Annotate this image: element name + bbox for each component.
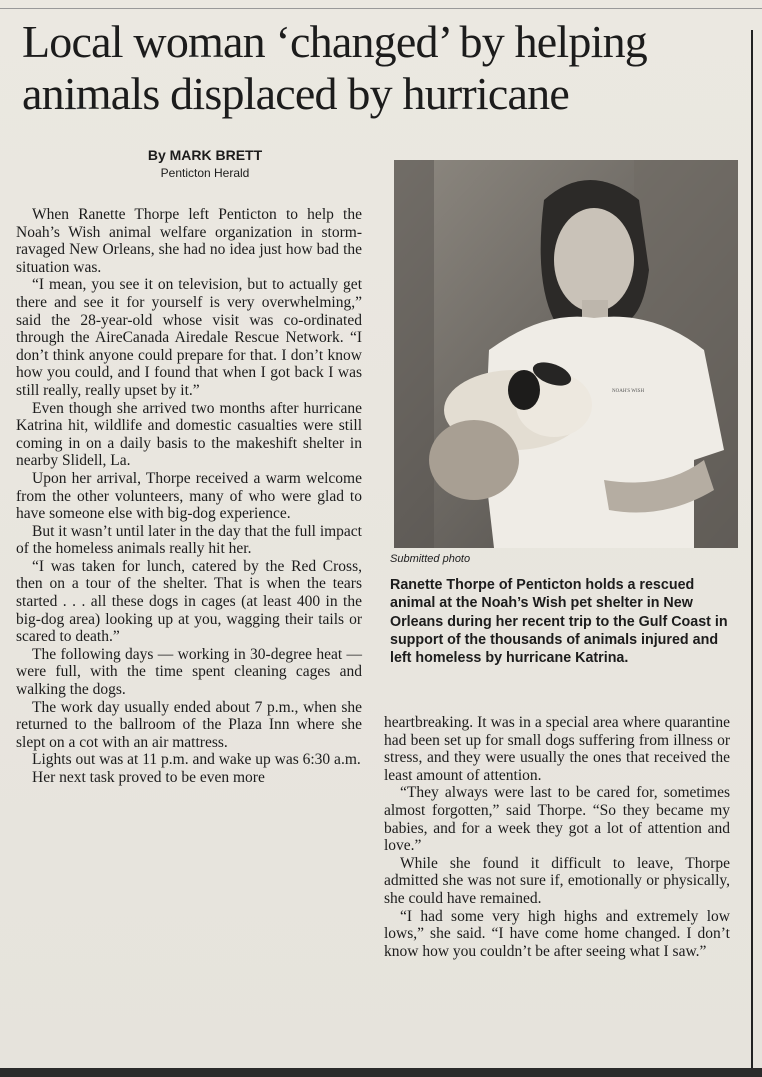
paragraph: “They always were last to be cared for, sometimes almost forgotten,” said Thorpe. “So they became my babies, and for a week they got a lot of attention and love.” [384, 784, 730, 855]
paragraph: Even though she arrived two months after hurricane Katrina hit, wildlife and domestic casualties were still coming in on a daily basis to the makeshift shelter in nearby Slidell, La. [16, 399, 362, 470]
photo-woman-holding-dog [394, 160, 738, 548]
paragraph: But it wasn’t until later in the day that the full impact of the homeless animals really hit her. [16, 522, 362, 558]
photo-illustration [394, 160, 738, 548]
top-rule [0, 8, 762, 9]
headline-line-2: animals displaced by hurricane [22, 68, 569, 119]
paragraph: The following days — working in 30-degree heat — were full, with the time spent cleaning cages and walking the dogs. [16, 645, 362, 699]
paragraph: Her next task proved to be even more [32, 769, 265, 786]
publication-name: Penticton Herald [160, 166, 250, 180]
headline-line-1: Local woman ‘changed’ by helping [22, 16, 647, 67]
article-column-left [16, 206, 362, 787]
paragraph: “I had some very high highs and extremely low lows,” she said. “I have come home changed. I don’t know how you couldn’t be after seeing what I saw.” [384, 907, 730, 960]
photo-caption: Ranette Thorpe of Penticton holds a rescued animal at the Noah’s Wish pet shelter in New Orleans during her recent trip to the Gulf Coast in support of the thousands of animals injured and left homeless by hurricane Katrina. [390, 577, 728, 667]
svg-text:NOAH'S WISH: NOAH'S WISH [612, 389, 645, 394]
photo-credit: Submitted photo [390, 553, 471, 565]
paragraph: Upon her arrival, Thorpe received a warm welcome from the other volunteers, many of who were glad to have someone else with big-dog experience. [16, 469, 362, 523]
paragraph: The work day usually ended about 7 p.m., when she returned to the ballroom of the Plaza Inn where she slept on a cot with an air mattress. [16, 698, 362, 751]
paragraph: heartbreaking. It was in a special area where quarantine had been set up for small dogs suffering from illness or stress, and they were usually the ones that received the least amount of attention. [384, 714, 730, 784]
article-column-right [384, 714, 730, 960]
byline [120, 147, 290, 180]
bottom-rule [0, 1068, 762, 1077]
right-column-rule [751, 30, 753, 1070]
headline [22, 16, 742, 120]
paragraph: When Ranette Thorpe left Penticton to help the Noah’s Wish animal welfare organization in storm-ravaged New Orleans, she had no idea just how bad the situation was. [16, 206, 362, 276]
paragraph: While she found it difficult to leave, Thorpe admitted she was not sure if, emotionally or physically, she could have remained. [384, 854, 730, 907]
paragraph: “I mean, you see it on television, but to actually get there and see it for yourself is very overwhelming,” said the 28-year-old whose visit was co-ordinated through the AireCanada Airedale Rescue Network. “I don’t think anyone could prepare for that. I don’t know how you could, and I found that when I got back I was still really, really upset by it.” [16, 276, 362, 399]
paragraph: “I was taken for lunch, catered by the Red Cross, then on a tour of the shelter. That is when the tears started . . . all these dogs in cages (at least 400 in the big-dog area) looking up at you, wagging their tails or scared to death.” [16, 557, 362, 646]
paragraph: Lights out was at 11 p.m. and wake up was 6:30 a.m. [32, 751, 361, 769]
author-name: By MARK BRETT [147, 147, 263, 163]
